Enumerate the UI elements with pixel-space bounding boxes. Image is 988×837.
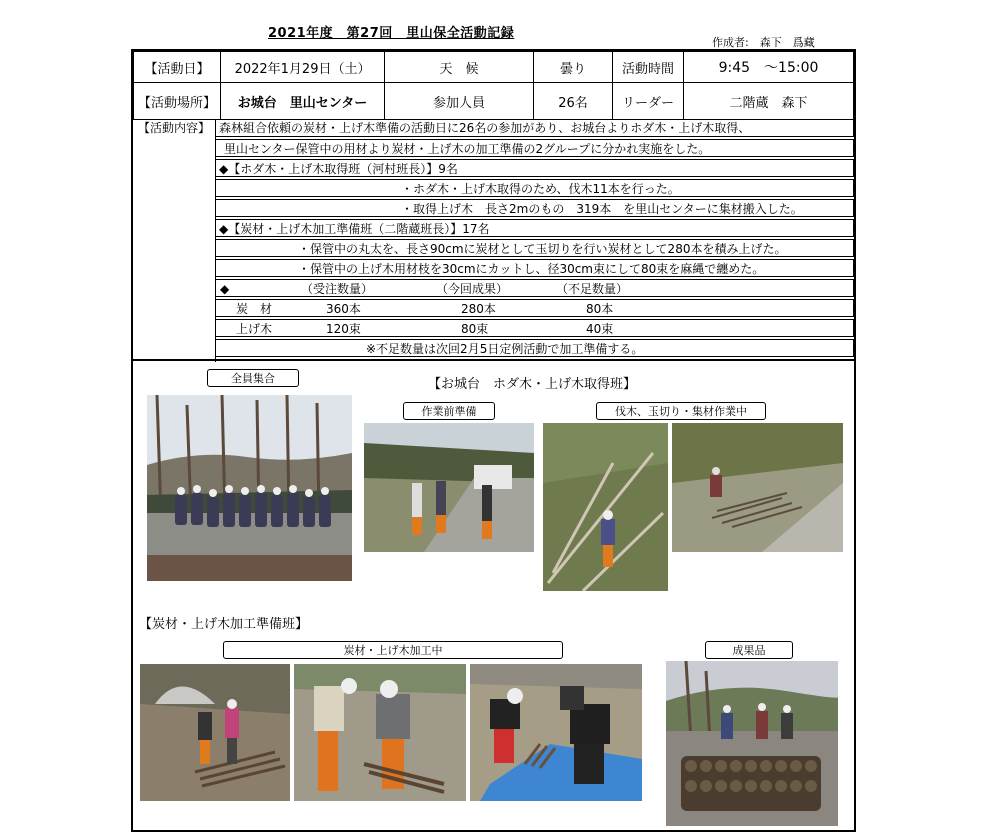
activity-line: ・保管中の上げ木用材枝を30cmにカットし、径30cm束にして80束を麻縄で纏めた。 bbox=[215, 259, 854, 277]
caption-felling: 伐木、玉切り・集材作業中 bbox=[596, 402, 766, 420]
quantity-table-row bbox=[133, 299, 854, 317]
time-value: 9:45 ～15:00 bbox=[684, 52, 854, 83]
activity-line: ◆【ホダ木・上げ木取得班（河村班長）】9名 bbox=[215, 159, 854, 177]
place-value: お城台 里山センター bbox=[221, 83, 385, 120]
activity-row bbox=[133, 119, 854, 137]
participants-value: 26名 bbox=[534, 83, 613, 120]
activity-row bbox=[133, 159, 854, 177]
processing-photo-2 bbox=[294, 664, 466, 801]
activity-line: 里山センター保管中の用材より炭材・上げ木の加工準備の2グループに分かれ実施をした。 bbox=[215, 139, 854, 157]
section-divider bbox=[133, 359, 854, 361]
processing-photo-3 bbox=[470, 664, 642, 801]
table-cell: 360本 bbox=[326, 302, 361, 316]
section-title-hodagi: 【お城台 ホダ木・上げ木取得班】 bbox=[428, 377, 637, 392]
group-photo bbox=[147, 395, 352, 581]
leader-value: 二階蔵 森下 bbox=[684, 83, 854, 120]
section-title-processing: 【炭材・上げ木加工準備班】 bbox=[139, 617, 309, 632]
table-cell: 80本 bbox=[586, 302, 614, 316]
activity-row bbox=[133, 219, 854, 237]
activity-line: ・ホダ木・上げ木取得のため、伐木11本を行った。 bbox=[215, 179, 854, 197]
activity-row bbox=[133, 259, 854, 277]
table-header-cell: （今回成果） bbox=[436, 282, 509, 296]
table-header-cell: （不足数量） bbox=[556, 282, 629, 296]
weather-label: 天 候 bbox=[385, 52, 534, 83]
date-value: 2022年1月29日（土） bbox=[221, 52, 385, 83]
leader-label: リーダー bbox=[613, 83, 684, 120]
activity-line: ◆【炭材・上げ木加工準備班（二階蔵班長）】17名 bbox=[215, 219, 854, 237]
activity-row bbox=[133, 199, 854, 217]
caption-processing: 炭材・上げ木加工中 bbox=[223, 641, 563, 659]
table-cell: 40束 bbox=[586, 322, 614, 336]
felling-photo-2 bbox=[672, 423, 843, 552]
table-header-cell: ◆ bbox=[220, 282, 230, 296]
table-cell: 炭 材 bbox=[236, 302, 273, 316]
activity-label: 【活動内容】 bbox=[137, 121, 210, 135]
caption-all-members: 全員集合 bbox=[207, 369, 299, 387]
note-row bbox=[133, 339, 854, 357]
record-sheet bbox=[131, 49, 856, 832]
shortage-note: ※不足数量は次回2月5日定例活動で加工準備する。 bbox=[215, 339, 854, 357]
felling-photo-1 bbox=[543, 423, 668, 591]
table-cell: 280本 bbox=[461, 302, 496, 316]
author-line: 作成者: 森下 爲藏 bbox=[712, 36, 815, 49]
activity-line: 森林組合依頼の炭材・上げ木準備の活動日に26名の参加があり、お城台よりホダ木・上げ木取得、 bbox=[215, 119, 854, 137]
caption-result: 成果品 bbox=[705, 641, 793, 659]
processing-photo-1 bbox=[140, 664, 290, 801]
table-header-cell: （受注数量） bbox=[301, 282, 374, 296]
header-table bbox=[133, 51, 854, 120]
activity-row bbox=[133, 239, 854, 257]
time-label: 活動時間 bbox=[613, 52, 684, 83]
result-photo bbox=[666, 661, 838, 826]
caption-prep: 作業前準備 bbox=[403, 402, 495, 420]
date-label: 【活動日】 bbox=[134, 52, 221, 83]
quantity-table-header bbox=[133, 279, 854, 297]
place-label: 【活動場所】 bbox=[134, 83, 221, 120]
participants-label: 参加人員 bbox=[385, 83, 534, 120]
activity-line: ・取得上げ木 長さ2mのもの 319本 を里山センターに集材搬入した。 bbox=[215, 199, 854, 217]
table-cell: 120束 bbox=[326, 322, 361, 336]
weather-value: 曇り bbox=[534, 52, 613, 83]
activity-row bbox=[133, 179, 854, 197]
quantity-table-row bbox=[133, 319, 854, 337]
prep-photo bbox=[364, 423, 534, 552]
page-title: 2021年度 第27回 里山保全活動記録 bbox=[268, 26, 515, 41]
table-cell: 80束 bbox=[461, 322, 489, 336]
table-cell: 上げ木 bbox=[236, 322, 273, 336]
activity-row bbox=[133, 139, 854, 157]
activity-line: ・保管中の丸太を、長さ90cmに炭材として玉切りを行い炭材として280本を積み上げた。 bbox=[215, 239, 854, 257]
